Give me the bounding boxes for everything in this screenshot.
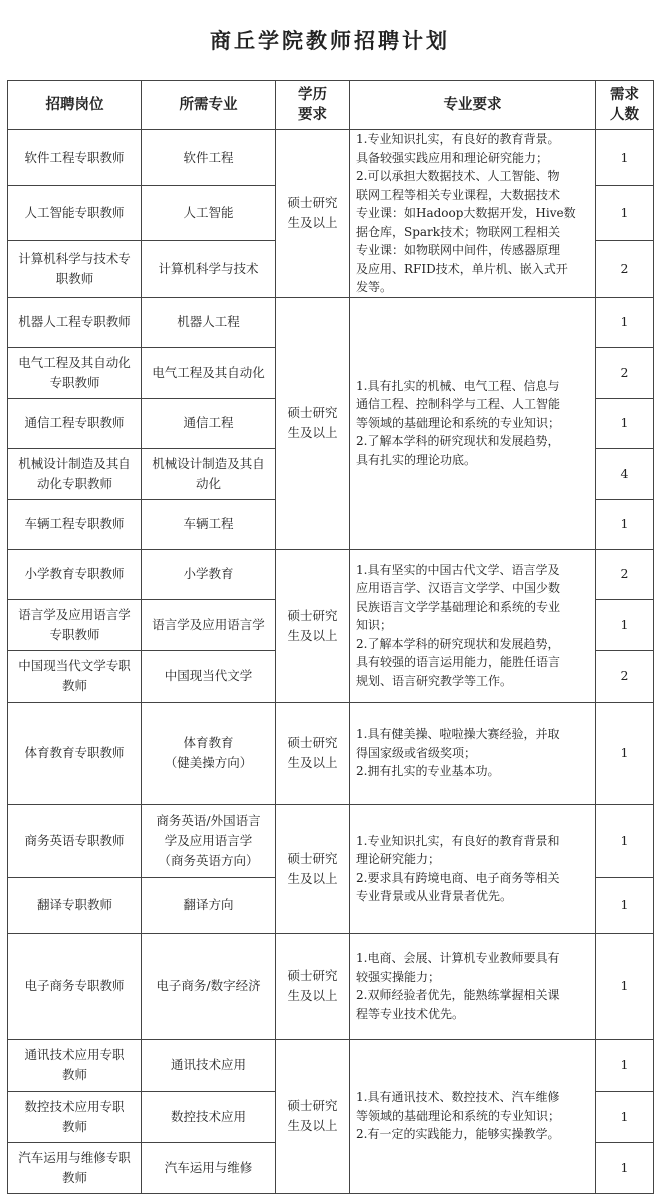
header-count: 需求 人数 <box>596 81 654 130</box>
major-cell: 通信工程 <box>142 398 276 448</box>
count-cell: 1 <box>596 297 654 347</box>
major-cell: 机器人工程 <box>142 297 276 347</box>
education-cell: 硕士研究 生及以上 <box>276 702 350 804</box>
requirement-line: 通信工程、控制科学与工程、人工智能 <box>356 397 561 412</box>
major-cell: 翻译方向 <box>142 877 276 933</box>
requirement-line: 2.了解本学科的研究现状和发展趋势， <box>356 434 560 449</box>
position-cell: 翻译专职教师 <box>8 877 142 933</box>
position-cell: 汽车运用与维修专职 教师 <box>8 1142 142 1193</box>
table-row <box>8 130 654 186</box>
education-cell: 硕士研究 生及以上 <box>276 297 350 549</box>
position-cell: 软件工程专职教师 <box>8 130 142 186</box>
major-cell: 人工智能 <box>142 186 276 241</box>
education-cell: 硕士研究 生及以上 <box>276 549 350 702</box>
requirement-line: 具备较强实践应用和理论研究能力； <box>356 150 549 165</box>
position-cell: 机器人工程专职教师 <box>8 297 142 347</box>
major-cell: 商务英语/外国语言 学及应用语言学 （商务英语方向） <box>142 804 276 877</box>
education-cell: 硕士研究 生及以上 <box>276 804 350 933</box>
requirement-line: 专业课：如Hadoop大数据开发，Hive数 <box>356 206 576 220</box>
position-cell: 机械设计制造及其自 动化专职教师 <box>8 448 142 499</box>
education-cell: 硕士研究 生及以上 <box>276 130 350 298</box>
position-cell: 通信工程专职教师 <box>8 398 142 448</box>
requirement-line: 1.专业知识扎实，有良好的教育背景和 <box>356 833 560 848</box>
requirements-cell <box>350 933 596 1039</box>
position-cell: 商务英语专职教师 <box>8 804 142 877</box>
requirement-line: 2.有一定的实践能力，能够实操教学。 <box>356 1127 560 1142</box>
position-cell: 中国现当代文学专职 教师 <box>8 650 142 702</box>
requirement-line: 较强实操能力； <box>356 969 441 984</box>
requirement-line: 2.拥有扎实的专业基本功。 <box>356 764 500 779</box>
requirement-line: 1.具有健美操、啦啦操大赛经验，并取 <box>356 727 560 742</box>
requirement-line: 2.了解本学科的研究现状和发展趋势， <box>356 636 560 651</box>
requirement-line: 联网工程等相关专业课程，大数据技术 <box>356 187 561 202</box>
table-row <box>8 297 654 347</box>
requirement-line: 规划、语言研究教学等工作。 <box>356 673 513 688</box>
requirement-line: 等领域的基础理论和系统的专业知识； <box>356 415 561 430</box>
requirement-line: 2.双师经验者优先，能熟练掌握相关课 <box>356 988 560 1002</box>
position-cell: 数控技术应用专职 教师 <box>8 1091 142 1142</box>
requirement-line: 得国家级或省级奖项； <box>356 745 477 760</box>
requirement-line: 专业背景或从业背景者优先。 <box>356 889 513 903</box>
requirements-cell <box>350 804 596 933</box>
requirement-line: 2.可以承担大数据技术、人工智能、物 <box>356 169 560 183</box>
table-row <box>8 549 654 599</box>
requirement-line: 1.具有坚实的中国古代文学、语言学及 <box>356 562 560 577</box>
table-body <box>8 130 654 1194</box>
header-requirements: 专业要求 <box>350 81 596 130</box>
count-cell: 1 <box>596 877 654 933</box>
requirement-line: 1.具有扎实的机械、电气工程、信息与 <box>356 378 560 393</box>
table-row <box>8 1039 654 1091</box>
count-cell: 2 <box>596 347 654 398</box>
header-education: 学历 要求 <box>276 81 350 130</box>
education-cell: 硕士研究 生及以上 <box>276 1039 350 1193</box>
major-cell: 电子商务/数字经济 <box>142 933 276 1039</box>
position-cell: 电气工程及其自动化 专职教师 <box>8 347 142 398</box>
count-cell: 1 <box>596 1091 654 1142</box>
requirement-line: 知识； <box>356 618 393 633</box>
page-title: 商丘学院教师招聘计划 <box>210 29 450 53</box>
requirement-line: 理论研究能力； <box>356 852 441 866</box>
position-cell: 人工智能专职教师 <box>8 186 142 241</box>
count-cell: 1 <box>596 599 654 650</box>
requirement-line: 等领域的基础理论和系统的专业知识； <box>356 1108 561 1123</box>
count-cell: 1 <box>596 933 654 1039</box>
requirement-line: 具有扎实的理论功底。 <box>356 452 477 467</box>
table-row <box>8 804 654 877</box>
major-cell: 车辆工程 <box>142 499 276 549</box>
table-row <box>8 702 654 804</box>
requirements-cell <box>350 549 596 702</box>
count-cell: 1 <box>596 1039 654 1091</box>
requirement-line: 专业课：如物联网中间件，传感器原理 <box>356 243 561 257</box>
requirement-line: 程等专业技术优先。 <box>356 1006 465 1021</box>
requirement-line: 应用语言学、汉语言文学学、中国少数 <box>356 581 561 596</box>
major-cell: 电气工程及其自动化 <box>142 347 276 398</box>
count-cell: 1 <box>596 804 654 877</box>
major-cell: 体育教育 （健美操方向） <box>142 702 276 804</box>
count-cell: 1 <box>596 499 654 549</box>
major-cell: 中国现当代文学 <box>142 650 276 702</box>
requirements-cell <box>350 130 596 298</box>
requirements-cell <box>350 1039 596 1193</box>
position-cell: 通讯技术应用专职 教师 <box>8 1039 142 1091</box>
major-cell: 机械设计制造及其自 动化 <box>142 448 276 499</box>
major-cell: 数控技术应用 <box>142 1091 276 1142</box>
header-position: 招聘岗位 <box>8 81 142 130</box>
requirement-line: 1.电商、会展、计算机专业教师要具有 <box>356 951 560 965</box>
count-cell: 2 <box>596 549 654 599</box>
count-cell: 1 <box>596 702 654 804</box>
position-cell: 电子商务专职教师 <box>8 933 142 1039</box>
requirement-line: 1.专业知识扎实，有良好的教育背景。 <box>356 132 560 146</box>
count-cell: 4 <box>596 448 654 499</box>
requirement-line: 据仓库，Spark技术；物联网工程相关 <box>356 224 561 239</box>
header-row <box>8 81 654 130</box>
count-cell: 1 <box>596 1142 654 1193</box>
major-cell: 软件工程 <box>142 130 276 186</box>
major-cell: 小学教育 <box>142 549 276 599</box>
header-major: 所需专业 <box>142 81 276 130</box>
requirement-line: 及应用、RFID技术，单片机、嵌入式开 <box>356 261 568 276</box>
requirements-cell <box>350 702 596 804</box>
count-cell: 2 <box>596 241 654 297</box>
requirement-line: 2.要求具有跨境电商、电子商务等相关 <box>356 870 560 885</box>
position-cell: 计算机科学与技术专 职教师 <box>8 241 142 297</box>
count-cell: 1 <box>596 186 654 241</box>
count-cell: 1 <box>596 398 654 448</box>
requirement-line: 1.具有通讯技术、数控技术、汽车维修 <box>356 1090 560 1105</box>
table-row <box>8 933 654 1039</box>
position-cell: 体育教育专职教师 <box>8 702 142 804</box>
requirements-cell <box>350 297 596 549</box>
education-cell: 硕士研究 生及以上 <box>276 933 350 1039</box>
count-cell: 2 <box>596 650 654 702</box>
requirement-line: 民族语言文学学基础理论和系统的专业 <box>356 599 561 614</box>
major-cell: 汽车运用与维修 <box>142 1142 276 1193</box>
major-cell: 语言学及应用语言学 <box>142 599 276 650</box>
position-cell: 语言学及应用语言学 专职教师 <box>8 599 142 650</box>
position-cell: 车辆工程专职教师 <box>8 499 142 549</box>
requirement-line: 发等。 <box>356 280 393 294</box>
count-cell: 1 <box>596 130 654 186</box>
major-cell: 计算机科学与技术 <box>142 241 276 297</box>
recruitment-table <box>7 80 654 1194</box>
requirement-line: 具有较强的语言运用能力，能胜任语言 <box>356 655 561 670</box>
major-cell: 通讯技术应用 <box>142 1039 276 1091</box>
position-cell: 小学教育专职教师 <box>8 549 142 599</box>
